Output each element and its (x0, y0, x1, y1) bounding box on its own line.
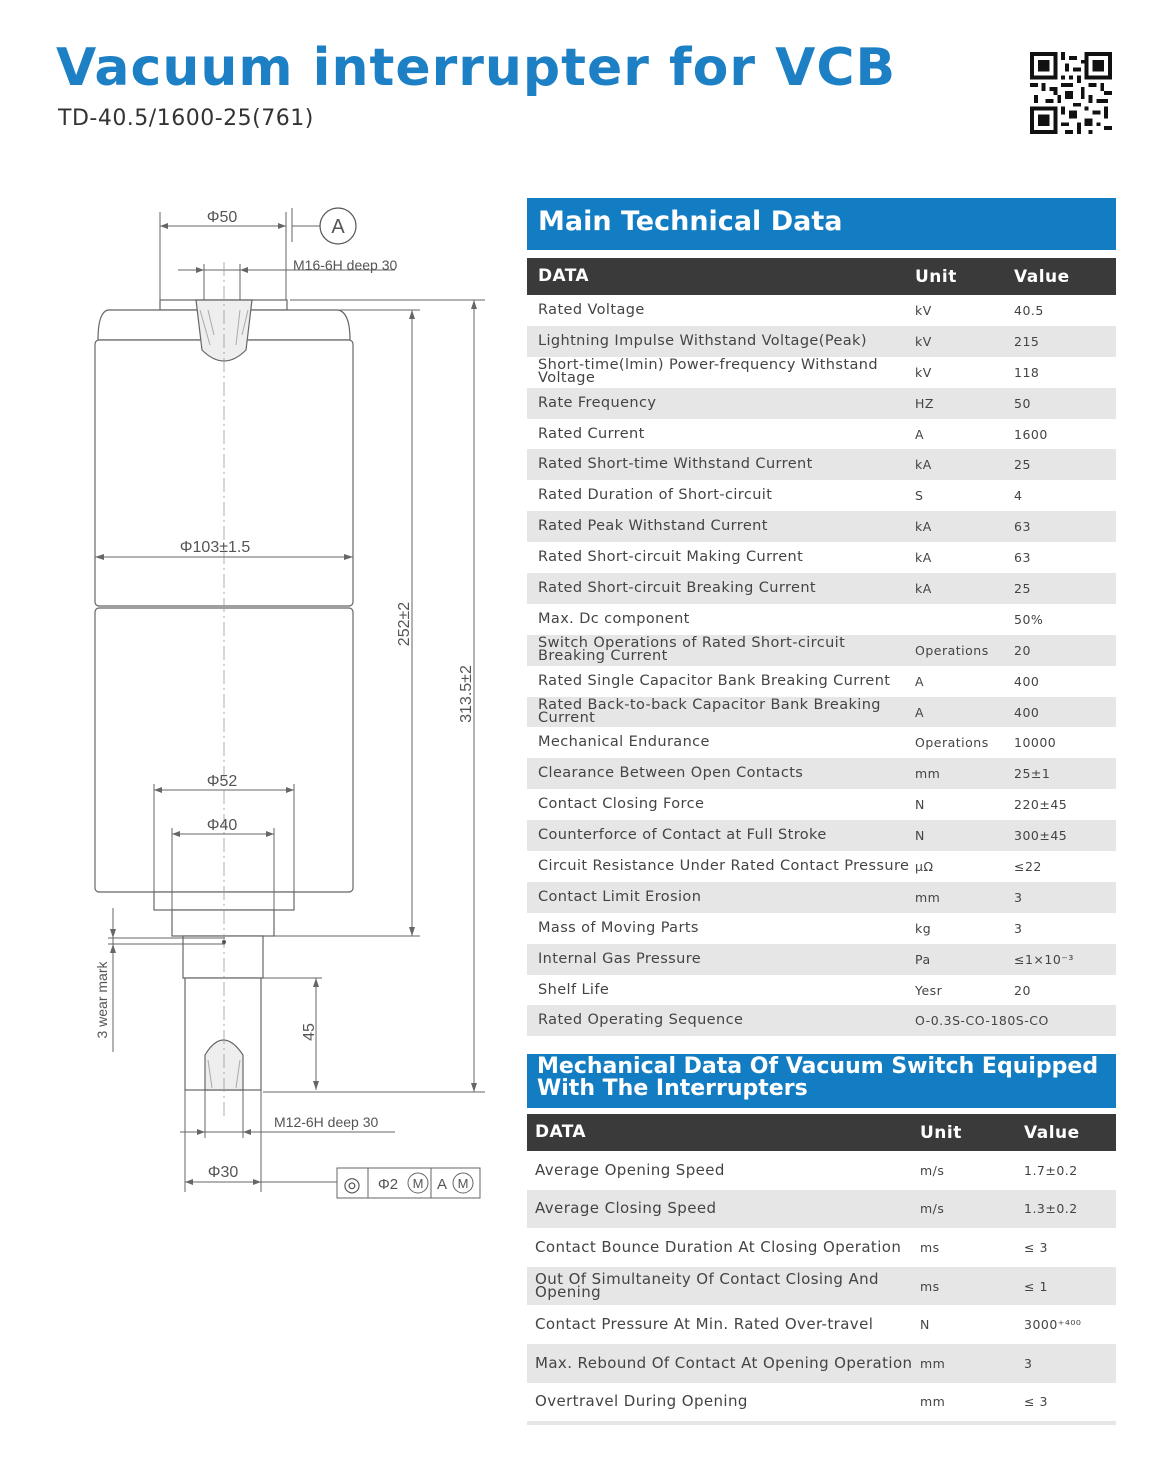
cell-data: Rated Peak Withstand Current (538, 518, 768, 535)
cell-unit: kV (915, 333, 932, 349)
main-technical-data (527, 198, 1116, 1036)
cell-value: 50% (1014, 611, 1044, 627)
cell-value: 215 (1014, 333, 1040, 349)
table-row (527, 727, 1116, 758)
col-unit-header: Unit (920, 1122, 962, 1143)
cell-data: Counterforce of Contact at Full Stroke (538, 827, 827, 844)
table-row (527, 1190, 1116, 1229)
cell-value: 25 (1014, 580, 1031, 596)
main-table-heading: Main Technical Data (527, 198, 1116, 250)
main-table-body (527, 295, 1116, 1036)
cell-value: 63 (1014, 550, 1031, 566)
cell-unit: A (915, 426, 925, 442)
col-data-header: DATA (538, 266, 589, 286)
cell-value: 40.5 (1014, 302, 1044, 318)
table-row (527, 758, 1116, 789)
mechanical-data (527, 1054, 1116, 1425)
table-row (527, 573, 1116, 604)
table-row (527, 388, 1116, 419)
cell-value: 300±45 (1014, 828, 1068, 844)
cell-unit: mm (915, 766, 941, 782)
tolerance-modifier-1: M (412, 1176, 424, 1191)
cell-value: 25 (1014, 457, 1031, 473)
table-row (527, 697, 1116, 728)
cell-value: 20 (1014, 982, 1031, 998)
datum-label: A (331, 216, 345, 238)
table-row (527, 1228, 1116, 1267)
cell-data: Rated Voltage (538, 301, 645, 318)
cell-unit: m/s (920, 1162, 945, 1178)
page-title: Vacuum interrupter for VCB (56, 38, 897, 98)
cell-unit: O-0.3S-CO-180S-CO (915, 1013, 1049, 1029)
cell-value: 1600 (1014, 426, 1048, 442)
dim-body-height: 252±2 (396, 601, 413, 647)
cell-data: Rated Duration of Short-circuit (538, 487, 773, 504)
cell-data: Rated Short-time Withstand Current (538, 456, 813, 473)
cell-value: 220±45 (1014, 797, 1068, 813)
cell-value: 118 (1014, 364, 1040, 380)
cell-data: Internal Gas Pressure (538, 950, 702, 967)
cell-unit: kg (915, 920, 932, 936)
table-row (527, 666, 1116, 697)
col-value-header: Value (1024, 1122, 1080, 1143)
tolerance-modifier-2: M (457, 1176, 469, 1191)
thread-top-label: M16-6H deep 30 (293, 257, 398, 273)
cell-unit: ms (920, 1278, 940, 1294)
table-row (527, 820, 1116, 851)
cell-value: 25±1 (1014, 766, 1051, 782)
cell-unit: Pa (915, 951, 931, 967)
cell-unit: kA (915, 550, 932, 566)
cell-value: 50 (1014, 395, 1031, 411)
cell-data: Out Of Simultaneity Of Contact Closing And Opening (535, 1270, 879, 1302)
cell-unit: A (915, 704, 925, 720)
cell-value: ≤1×10⁻³ (1014, 951, 1074, 967)
table-row (527, 635, 1116, 666)
cell-value: ≤ 3 (1024, 1394, 1048, 1410)
cell-value: 3 (1014, 889, 1023, 905)
cell-unit: S (915, 488, 924, 504)
cell-value: 3 (1014, 920, 1023, 936)
cell-data: Clearance Between Open Contacts (538, 765, 804, 782)
cell-data: Circuit Resistance Under Rated Contact Pressure (538, 857, 910, 874)
cell-data: Average Closing Speed (535, 1199, 717, 1218)
table-bottom-rule (527, 1421, 1116, 1425)
cell-data: Mass of Moving Parts (538, 919, 699, 936)
cell-value: 63 (1014, 519, 1031, 535)
cell-value: 1.7±0.2 (1024, 1162, 1078, 1178)
model-number: TD-40.5/1600-25(761) (58, 106, 314, 131)
table-row (527, 1344, 1116, 1383)
cell-unit: HZ (915, 395, 934, 411)
cell-unit: Yesr (915, 982, 943, 998)
cell-unit: Operations (915, 642, 989, 658)
tolerance-datum: A (436, 1176, 448, 1193)
cell-unit: N (915, 797, 925, 813)
cell-unit: mm (920, 1394, 946, 1410)
cell-unit: kA (915, 457, 932, 473)
table-row (527, 1151, 1116, 1190)
cell-value: ≤ 3 (1024, 1239, 1048, 1255)
cell-data: Lightning Impulse Withstand Voltage(Peak) (538, 332, 867, 349)
cell-value: 400 (1014, 673, 1040, 689)
cell-value: ≤ 1 (1024, 1278, 1048, 1294)
main-table-header (527, 258, 1116, 295)
dim-top-diameter: Φ50 (206, 209, 238, 226)
table-row (527, 913, 1116, 944)
cell-value: 3000⁺⁴⁰⁰ (1024, 1317, 1082, 1333)
cell-data: Max. Dc component (538, 610, 690, 627)
cell-data: Mechanical Endurance (538, 734, 710, 751)
concentricity-symbol: ◎ (343, 1174, 361, 1196)
dim-body-diameter: Φ103±1.5 (179, 539, 251, 556)
table-row (527, 1305, 1116, 1344)
dim-40: Φ40 (206, 817, 238, 834)
wear-mark-label: 3 wear mark (94, 961, 110, 1039)
table-row (527, 449, 1116, 480)
cell-data: Max. Rebound Of Contact At Opening Operation (535, 1353, 913, 1372)
table-row (527, 480, 1116, 511)
table-row (527, 604, 1116, 635)
cell-unit: kA (915, 519, 932, 535)
tolerance-value: Φ2 (377, 1176, 399, 1193)
cell-value: 10000 (1014, 735, 1057, 751)
cell-value: 400 (1014, 704, 1040, 720)
cell-data: Shelf Life (538, 981, 610, 998)
cell-data: Contact Limit Erosion (538, 888, 702, 905)
table-row (527, 944, 1116, 975)
cell-unit: mm (915, 889, 941, 905)
thread-bottom-label: M12-6H deep 30 (274, 1114, 379, 1130)
mech-table-header (527, 1114, 1116, 1151)
cell-unit: kV (915, 364, 932, 380)
table-row (527, 1267, 1116, 1306)
table-row (527, 511, 1116, 542)
table-row (527, 295, 1116, 326)
mech-table-heading: Mechanical Data Of Vacuum Switch Equipped With The Interrupters (527, 1054, 1116, 1108)
cell-unit: ms (920, 1239, 940, 1255)
cell-data: Contact Closing Force (538, 796, 705, 813)
table-row (527, 789, 1116, 820)
cell-data: Rated Operating Sequence (538, 1012, 744, 1029)
dim-30: Φ30 (207, 1164, 239, 1181)
cell-data: Overtravel During Opening (535, 1392, 748, 1411)
cell-data: Average Opening Speed (535, 1160, 725, 1179)
col-unit-header: Unit (915, 266, 957, 287)
cell-data: Rated Back-to-back Capacitor Bank Breaking Current (538, 697, 881, 727)
col-data-header: DATA (535, 1122, 586, 1142)
cell-value: 3 (1024, 1355, 1033, 1371)
mech-table-body (527, 1151, 1116, 1421)
cell-data: Contact Bounce Duration At Closing Operation (535, 1237, 902, 1256)
cell-data: Rated Current (538, 425, 645, 442)
cell-data: Rate Frequency (538, 394, 657, 411)
cell-value: 20 (1014, 642, 1031, 658)
cell-data: Switch Operations of Rated Short-circuit Breaking Current (538, 635, 846, 665)
dim-total-height: 313.5±2 (458, 665, 475, 723)
cell-data: Short-time(lmin) Power-frequency Withstand Voltage (538, 357, 878, 387)
cell-unit: kV (915, 302, 932, 318)
cell-unit: kA (915, 580, 932, 596)
cell-data: Rated Short-circuit Breaking Current (538, 579, 817, 596)
table-row (527, 357, 1116, 388)
cell-data: Rated Short-circuit Making Current (538, 549, 804, 566)
table-row (527, 975, 1116, 1006)
cell-unit: N (920, 1317, 930, 1333)
dim-52: Φ52 (206, 773, 238, 790)
cell-unit: μΩ (915, 858, 934, 874)
cell-unit: Operations (915, 735, 989, 751)
interrupter-drawing (0, 0, 500, 1240)
cell-value: 4 (1014, 488, 1023, 504)
tolerance-frame (337, 1168, 480, 1198)
col-value-header: Value (1014, 266, 1070, 287)
table-row (527, 1005, 1116, 1036)
table-row (527, 542, 1116, 573)
table-row (527, 882, 1116, 913)
cell-unit: mm (920, 1355, 946, 1371)
dim-stroke-45: 45 (301, 1023, 318, 1041)
table-row (527, 419, 1116, 450)
cell-data: Rated Single Capacitor Bank Breaking Current (538, 672, 891, 689)
cell-value: ≤22 (1014, 858, 1042, 874)
cell-unit: m/s (920, 1201, 945, 1217)
table-row (527, 326, 1116, 357)
qr-code-icon (1030, 52, 1112, 134)
cell-value: 1.3±0.2 (1024, 1201, 1078, 1217)
cell-unit: A (915, 673, 925, 689)
cell-data: Contact Pressure At Min. Rated Over-travel (535, 1315, 874, 1334)
table-row (527, 851, 1116, 882)
table-row (527, 1383, 1116, 1422)
cell-unit: N (915, 828, 925, 844)
